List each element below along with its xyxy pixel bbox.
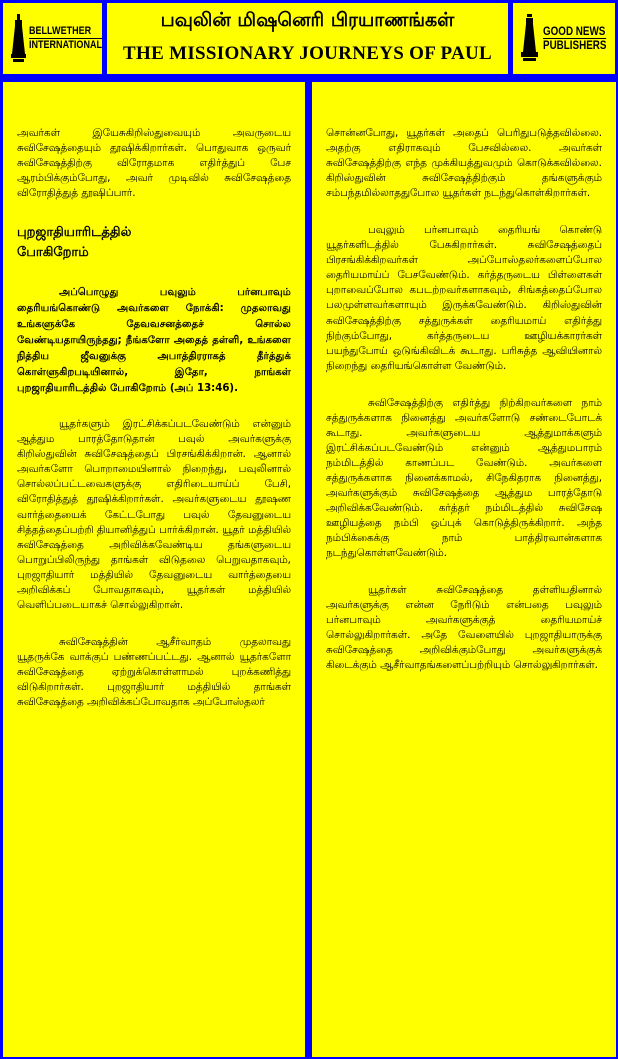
logo-line: INTERNATIONAL (29, 39, 102, 51)
paragraph: பவுலும் பர்னபாவும் தைரியங் கொண்டு யூதர்களிடத்தில் பேசுகிறார்கள். சுவிசேஷத்தைப் பிரசங்கிக்கிறவர்கள் அப்போஸ்தலர்களைப்போல தைரியமாய்ப் பேசவேண்டும். கர்த்தருடைய பிள்ளைகள் புறாவைப்போல கபடற்றவர்களாகவும், சிங்கத்தைப்போல பலமுள்ளவர்களாயும் இருக்கவேண்டும். கிறிஸ்துவின் சுவிசேஷத்திற்கு சத்துருக்கள் தைரியமாய் எதிர்த்து நிற்கும்போது, கர்த்தருடைய ஊழியக்காரர்கள் பயந்துபோய் ஒடுங்கிவிடக் கூடாது. பரிசுத்த ஆவியினால் நிறைந்து தைரியங்கொள்ள வேண்டும். (326, 224, 602, 372)
right-column (312, 82, 616, 1057)
title-tamil: பவுலின் மிஷனெரி பிரயாணங்கள் (160, 9, 455, 31)
logo-line: BELLWETHER (29, 25, 92, 37)
paragraph: சொன்னபோது, யூதர்கள் அதைப் பெரிதுபடுத்தவில்லை. அதற்கு எதிராகவும் பேசவில்லை. அவர்கள் சுவிசேஷத்திற்கு எந்த முக்கியத்துவமும் கொடுக்கவில்லை. கிறிஸ்துவின் சுவிசேஷத்திற்கும் தங்களுக்கும் சம்பந்தமில்லாததுபோல யூதர்கள் நடந்துகொள்கிறார்கள். (326, 127, 602, 200)
left-column (3, 82, 305, 1057)
logo-line: GOOD NEWS (543, 24, 606, 38)
publisher-logo-right (513, 3, 615, 74)
publisher-logo-left (3, 3, 102, 74)
paragraph: சுவிசேஷத்தின் ஆசீர்வாதம் முதலாவது யூதருக்கே வாக்குப் பண்ணப்பட்டது. ஆனால் யூதர்களோ சுவிசேஷத்தை ஏற்றுக்கொள்ளாமல் புறக்கணித்து விடுகிறார்கள். புறஜாதியார் மத்தியில் தாங்கள் சுவிசேஷத்தை அறிவிக்கப்போவதாக அப்போஸ்தலர் (17, 635, 291, 709)
bellwether-logo-text (29, 25, 102, 52)
paragraph: சுவிசேஷத்திற்கு எதிர்த்து நிற்கிறவர்களை நாம் சத்துருக்களாக நினைத்து அவர்களோடு சண்டைபோடக் கூடாது. அவர்களுடைய ஆத்துமாக்களும் இரட்சிக்கப்படவேண்டும் என்னும் ஆத்துமபாரம் நம்மிடத்தில் காணப்பட வேண்டும். அவர்களை சத்துருக்களாக நினைக்காமல், சிநேகிதராக நினைத்து, அவர்களுக்கும் சுவிசேஷத்தை ஆத்தும பாரத்தோடு அறிவிக்கவேண்டும். கர்த்தர் நம்மிடத்தில் சுவிசேஷ ஊழியத்தை நம்பி ஒப்புக் கொடுத்திருக்கிறார். அந்த நம்பிக்கைக்கு நாம் பாத்திரவான்களாக நடந்துகொள்ளவேண்டும். (326, 396, 602, 560)
title-box (107, 3, 508, 74)
good-news-logo-text (543, 25, 606, 52)
bell-icon (9, 14, 29, 64)
book-icon (518, 14, 542, 64)
logo-line: PUBLISHERS (543, 38, 607, 52)
section-heading: புறஜாதியாரிடத்தில் போகிறோம் (17, 225, 132, 261)
paragraph: அவர்கள் இயேசுகிறிஸ்துவையும் அவருடைய சுவிசேஷத்தையும் தூஷிக்கிறார்கள். பொதுவாக ஒருவர் சுவிசேஷத்திற்கு விரோதமாக எதிர்த்துப் பேச ஆரம்பிக்கும்போது, அவர் முடிவில் சுவிசேஷத்தை விரோதித்துத் தூஷிப்பார். (17, 127, 291, 200)
header-banner (0, 0, 618, 80)
scripture-quote: அப்பொழுது பவுலும் பர்னபாவும் தைரியங்கொண்டு அவர்களை நோக்கி: முதலாவது உங்களுக்கே தேவவசனத்தைச் சொல்ல வேண்டியதாயிருந்தது; நீங்களோ அதைத் தள்ளி, உங்களை நித்திய ஜீவனுக்கு அபாத்திரராகத் தீர்த்துக் கொள்ளுகிறபடியினால், இதோ, நாங்கள் புறஜாதியாரிடத்தில் போகிறோம் (அப் 13:46). (17, 287, 291, 395)
paragraph: யூதர்கள் சுவிசேஷத்தை தள்ளியதினால் அவர்களுக்கு என்ன நேரிடும் என்பதை பவுலும் பர்னபாவும் அவர்களுக்குத் தைரியமாய்ச் சொல்லுகிறார்கள். அதே வேளையில் புறஜாதியாருக்கு சுவிசேஷத்தை அறிவிக்கும்போது அவர்களுக்குக் கிடைக்கும் ஆசீர்வாதங்களைப்பற்றியும் சொல்லுகிறார்கள். (326, 584, 602, 672)
paragraph: யூதர்களும் இரட்சிக்கப்படவேண்டும் என்னும் ஆத்தும பாரத்தோடுதான் பவுல் அவர்களுக்கு கிறிஸ்துவின் சுவிசேஷத்தைப் பிரசங்கிக்கிறான். ஆனால் அவர்களோ பொறாமையினால் நிறைந்து, பவுலினால் சொல்லப்பட்டவைகளுக்கு எதிரிடையாய்ப் பேசி, விரோதித்துத் தூஷிக்கிறார்கள். அவர்களுடைய தூஷண வார்த்தையைக் கேட்டபோது பவுல் தேவனுடைய சித்தத்தைப்பற்றி தியானித்துப் பார்க்கிறான். யூதர் மத்தியில் சுவிசேஷத்தை அறிவிக்கவேண்டிய தங்களுடைய பொறுப்பிலிருந்து தாங்கள் விடுதலை பெறுவதாகவும், புறஜாதியார் மத்தியில் தேவனுடைய வார்த்தையை அறிவிக்கப் போவதாகவும், யூதர்கள் மத்தியில் வெளிப்படையாகச் சொல்லுகிறான். (17, 418, 291, 611)
title-english: THE MISSIONARY JOURNEYS OF PAUL (123, 43, 492, 64)
